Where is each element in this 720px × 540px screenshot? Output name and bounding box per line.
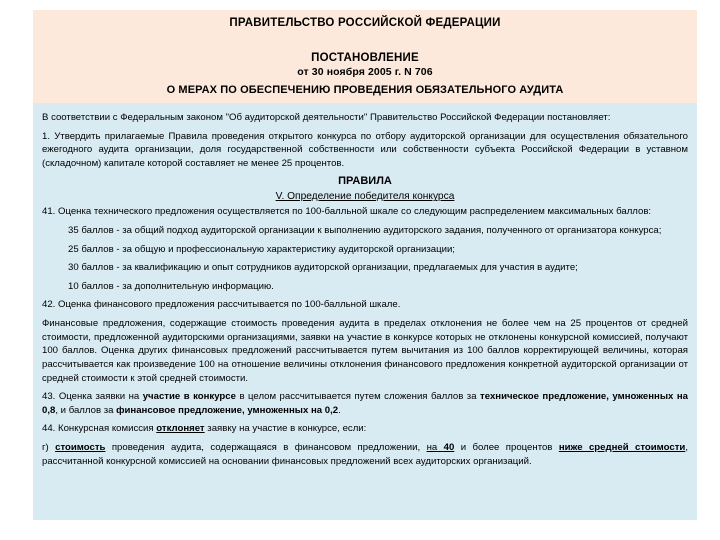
item-43-text-2: в целом рассчитывается путем сложения баллов за xyxy=(235,391,481,403)
item-44-g-paragraph xyxy=(42,441,688,468)
document-body xyxy=(33,103,697,520)
scoring-item: 10 баллов - за дополнительную информацию. xyxy=(68,280,274,292)
scoring-item: 30 баллов - за квалификацию и опыт сотрудников аудиторской организации, предлагаемых для участия в аудите; xyxy=(68,262,578,274)
item-44g-bold-underline-2: 40 xyxy=(443,441,455,453)
item-43-text-1: 43. Оценка заявки на xyxy=(42,391,143,403)
item-44g-text-4: , рассчитанной конкурсной комиссией на основании финансовых предложений всех аудиторских организаций. xyxy=(42,441,688,467)
item-42-paragraph: 42. Оценка финансового предложения рассчитывается по 100-балльной шкале. xyxy=(42,299,401,311)
header-spacer xyxy=(33,30,697,52)
item-44-bold-underline-1: отклоняет xyxy=(156,423,205,435)
item-44-text-1: 44. Конкурсная комиссия xyxy=(42,423,157,435)
scoring-item: 25 баллов - за общую и профессиональную характеристику аудиторской организации; xyxy=(68,243,455,255)
item-44g-underline-1: на xyxy=(426,441,444,453)
rules-title: ПРАВИЛА xyxy=(338,175,392,188)
header-date-number: от 30 ноября 2005 г. N 706 xyxy=(297,65,433,78)
item-44-text-2: заявку на участие в конкурсе, если: xyxy=(204,423,367,435)
item-44g-text-1: г) xyxy=(42,441,56,453)
item-44g-text-2: проведения аудита, содержащаяся в финансовом предложении, xyxy=(105,441,427,453)
item-43-bold-1: участие в конкурсе xyxy=(142,391,236,403)
item-44g-bold-underline-1: стоимость xyxy=(55,441,106,453)
item-43-text-4: . xyxy=(338,404,341,416)
item-43-bold-3: финансовое предложение, умноженных на 0,2 xyxy=(116,404,339,416)
item-43-bold-2: техническое предложение, умноженных на 0,8 xyxy=(42,391,688,416)
item-43-paragraph xyxy=(42,390,688,417)
item-41-paragraph: 41. Оценка технического предложения осуществляется по 100-балльной шкале со следующим распределением максимальных баллов: xyxy=(42,206,652,218)
item-44-paragraph xyxy=(42,422,688,436)
item-44g-text-3: и более процентов xyxy=(454,441,559,453)
header-document-type: ПОСТАНОВЛЕНИЕ xyxy=(311,51,419,64)
section-title: V. Определение победителя конкурса xyxy=(275,191,455,203)
preamble-paragraph: В соответствии с Федеральным законом "Об аудиторской деятельности" Правительство Российской Федерации постановляет: xyxy=(42,112,611,123)
document-header xyxy=(33,10,697,103)
item-44g-bold-underline-3: ниже средней стоимости xyxy=(558,441,686,453)
header-subject: О МЕРАХ ПО ОБЕСПЕЧЕНИЮ ПРОВЕДЕНИЯ ОБЯЗАТЕЛЬНОГО АУДИТА xyxy=(166,83,564,96)
item-43-text-3: , и баллов за xyxy=(55,404,117,416)
header-organization: ПРАВИТЕЛЬСТВО РОССИЙСКОЙ ФЕДЕРАЦИИ xyxy=(229,17,501,29)
scoring-item: 35 баллов - за общий подход аудиторской организации к выполнению аудиторского задания, полученного от организатора конкурса; xyxy=(68,225,662,237)
item-1-paragraph: 1. Утвердить прилагаемые Правила проведения открытого конкурса по отбору аудиторской организации для осуществления обязательного ежегодного аудита организации, доля государственной собственности или собственности субъекта Российской Федерации в уставном (складочном) капитале которой составляет не менее 25 процентов. xyxy=(42,130,688,169)
item-42-detail-paragraph: Финансовые предложения, содержащие стоимость проведения аудита в пределах отклонения не более чем на 25 процентов от средней стоимости, предложенной аудиторскими организациями, заявки на участие в конкурсе которых не отклонены конкурсной комиссией, получают 100 баллов. Оценка других финансовых предложений рассчитывается путем вычитания из 100 баллов корректирующей величины, которая рассчитывается как произведение 100 на отношение величины отклонения финансового предложения конкретной аудиторской организации от средней стоимости к этой средней стоимости. xyxy=(42,318,688,384)
